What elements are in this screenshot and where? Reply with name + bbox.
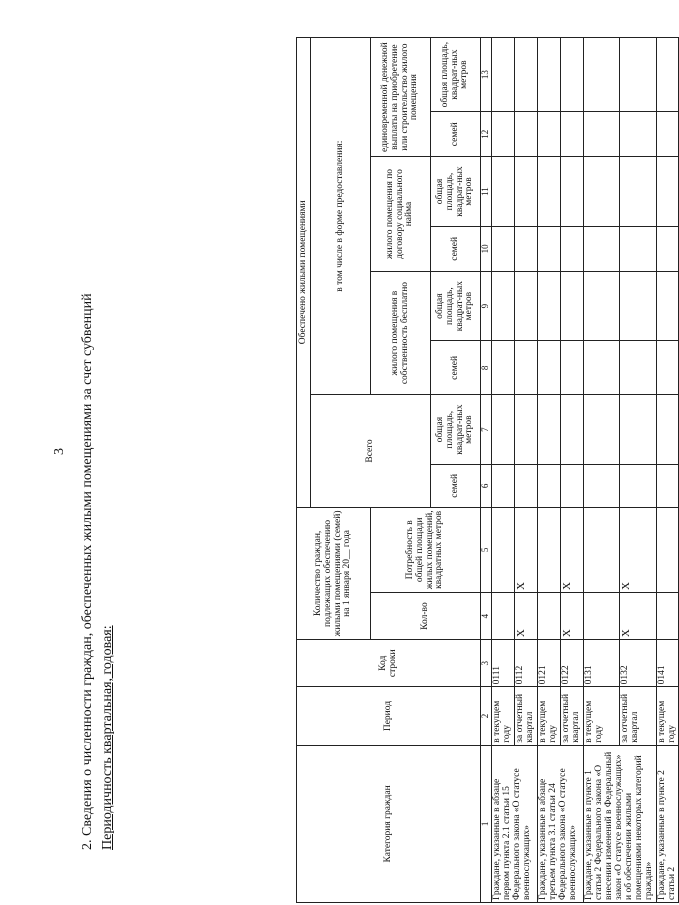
- header-need-area: Потребность в общей площади жилых помещений, квадратных метров: [371, 507, 481, 592]
- value-cell: [492, 112, 515, 157]
- value-cell: [583, 226, 619, 271]
- table-row: [656, 38, 679, 903]
- need-area-cell: [583, 507, 619, 592]
- column-number: 2: [481, 687, 492, 745]
- value-cell: [492, 271, 515, 341]
- header-social-lease: жилого помещения по договору социального найма: [371, 157, 431, 272]
- value-cell: [656, 341, 679, 395]
- need-area-cell: [656, 507, 679, 592]
- value-cell: [537, 226, 560, 271]
- header-category: Категория граждан: [297, 745, 481, 902]
- header-families-total: семей: [431, 464, 481, 507]
- value-cell: [620, 464, 656, 507]
- table-row: [537, 38, 560, 903]
- category-cell: Граждане, указанные в пункте 1 статьи 2 Федерального закона «О внесении изменений в Федеральный закон «О статусе военнослужащих» и об обеспечении жилыми помещениями некоторых категорий граждан»: [583, 745, 656, 902]
- column-number: 11: [481, 157, 492, 227]
- value-cell: [560, 464, 583, 507]
- period-cell: в текущем году: [537, 687, 560, 745]
- value-cell: [620, 271, 656, 341]
- header-awaiting: Количество граждан, подлежащих обеспечению жилыми помещениями (семей) на 1 января 20__ года: [297, 507, 371, 640]
- row-code-cell: 0131: [583, 640, 619, 687]
- value-cell: [514, 341, 537, 395]
- column-number: 12: [481, 112, 492, 157]
- value-cell: [514, 271, 537, 341]
- period-cell: в текущем году: [583, 687, 619, 745]
- value-cell: [656, 464, 679, 507]
- value-cell: [583, 395, 619, 465]
- header-row-code: Код строки: [297, 640, 481, 687]
- page-title: 2. Сведения о численности граждан, обеспеченных жилыми помещениями за счет субвенций: [80, 293, 95, 850]
- header-total: Всего: [311, 395, 431, 507]
- subsidy-table-container: [296, 37, 677, 903]
- row-code-cell: 0121: [537, 640, 560, 687]
- value-cell: [560, 112, 583, 157]
- column-number: 9: [481, 271, 492, 341]
- value-cell: [537, 112, 560, 157]
- row-code-cell: 0132: [620, 640, 656, 687]
- value-cell: [620, 112, 656, 157]
- value-cell: [656, 112, 679, 157]
- count-cell: [492, 593, 515, 640]
- column-numbers-row: [481, 38, 492, 903]
- need-area-cell: X: [514, 507, 537, 592]
- column-number: 1: [481, 745, 492, 902]
- value-cell: [560, 226, 583, 271]
- column-number: 5: [481, 507, 492, 592]
- value-cell: [583, 38, 619, 112]
- value-cell: [583, 157, 619, 227]
- value-cell: [620, 157, 656, 227]
- period-cell: за отчетный квартал: [560, 687, 583, 745]
- periodicity-label: Периодичность квартальная, годовая:: [100, 625, 115, 850]
- header-families-lump: семей: [431, 112, 481, 157]
- subsidy-table: [296, 37, 679, 903]
- row-code-cell: 0111: [492, 640, 515, 687]
- row-code-cell: 0122: [560, 640, 583, 687]
- period-cell: в текущем году: [656, 687, 679, 745]
- value-cell: [492, 157, 515, 227]
- need-area-cell: X: [620, 507, 656, 592]
- period-cell: за отчетный квартал: [514, 687, 537, 745]
- column-number: 3: [481, 640, 492, 687]
- period-cell: за отчетный квартал: [620, 687, 656, 745]
- table-row: [492, 38, 515, 903]
- row-code-cell: 0141: [656, 640, 679, 687]
- period-cell: в текущем году: [492, 687, 515, 745]
- value-cell: [514, 112, 537, 157]
- column-number: 10: [481, 226, 492, 271]
- header-count: Кол-во: [371, 593, 481, 640]
- need-area-cell: [537, 507, 560, 592]
- value-cell: [560, 341, 583, 395]
- value-cell: [620, 38, 656, 112]
- header-area-social: общая площадь, квадрат-ных метров: [431, 157, 481, 227]
- value-cell: [537, 395, 560, 465]
- value-cell: [537, 157, 560, 227]
- value-cell: [656, 38, 679, 112]
- header-families-social: семей: [431, 226, 481, 271]
- category-cell: Граждане, указанные в абзаце первом пункта 2.1 статьи 15 Федерального закона «О статусе военнослужащих»: [492, 745, 538, 902]
- count-cell: X: [514, 593, 537, 640]
- value-cell: [492, 38, 515, 112]
- header-free-ownership: жилого помещения в собственность бесплатно: [371, 271, 431, 395]
- value-cell: [620, 395, 656, 465]
- value-cell: [656, 271, 679, 341]
- count-cell: [537, 593, 560, 640]
- column-number: 8: [481, 341, 492, 395]
- value-cell: [537, 464, 560, 507]
- value-cell: [537, 341, 560, 395]
- header-lump-sum: единовременной денежной выплаты на приобретение или строительство жилого помещения: [371, 38, 431, 157]
- need-area-cell: [492, 507, 515, 592]
- row-code-cell: 0112: [514, 640, 537, 687]
- header-in-form: в том числе в форме предоставления:: [311, 38, 371, 395]
- table-row: [583, 38, 619, 903]
- value-cell: [620, 341, 656, 395]
- value-cell: [583, 112, 619, 157]
- count-cell: X: [620, 593, 656, 640]
- header-area-total: общая площадь, квадрат-ных метров: [431, 395, 481, 465]
- value-cell: [583, 271, 619, 341]
- category-cell: Граждане, указанные в абзаце третьем пункта 3.1 статьи 24 Федерального закона «О статусе военнослужащих»: [537, 745, 583, 902]
- value-cell: [514, 395, 537, 465]
- value-cell: [492, 464, 515, 507]
- value-cell: [560, 395, 583, 465]
- value-cell: [656, 226, 679, 271]
- header-area-free: общая площадь, квадрат-ных метров: [431, 271, 481, 341]
- column-number: 13: [481, 38, 492, 112]
- value-cell: [560, 157, 583, 227]
- value-cell: [560, 271, 583, 341]
- value-cell: [514, 464, 537, 507]
- column-number: 6: [481, 464, 492, 507]
- value-cell: [514, 226, 537, 271]
- value-cell: [656, 157, 679, 227]
- need-area-cell: X: [560, 507, 583, 592]
- column-number: 7: [481, 395, 492, 465]
- count-cell: X: [560, 593, 583, 640]
- count-cell: [656, 593, 679, 640]
- value-cell: [620, 226, 656, 271]
- header-area-lump: общая площадь, квадрат-ных метров: [431, 38, 481, 112]
- column-number: 4: [481, 593, 492, 640]
- header-provided: Обеспечено жилыми помещениями: [297, 38, 311, 508]
- value-cell: [583, 464, 619, 507]
- value-cell: [560, 38, 583, 112]
- value-cell: [514, 157, 537, 227]
- header-families-free: семей: [431, 341, 481, 395]
- value-cell: [514, 38, 537, 112]
- value-cell: [492, 341, 515, 395]
- value-cell: [537, 38, 560, 112]
- count-cell: [583, 593, 619, 640]
- value-cell: [537, 271, 560, 341]
- value-cell: [583, 341, 619, 395]
- value-cell: [492, 226, 515, 271]
- value-cell: [492, 395, 515, 465]
- value-cell: [656, 395, 679, 465]
- header-period: Период: [297, 687, 481, 745]
- page-number: 3: [52, 448, 67, 455]
- category-cell: Граждане, указанные в пункте 2 статьи 2: [656, 745, 679, 902]
